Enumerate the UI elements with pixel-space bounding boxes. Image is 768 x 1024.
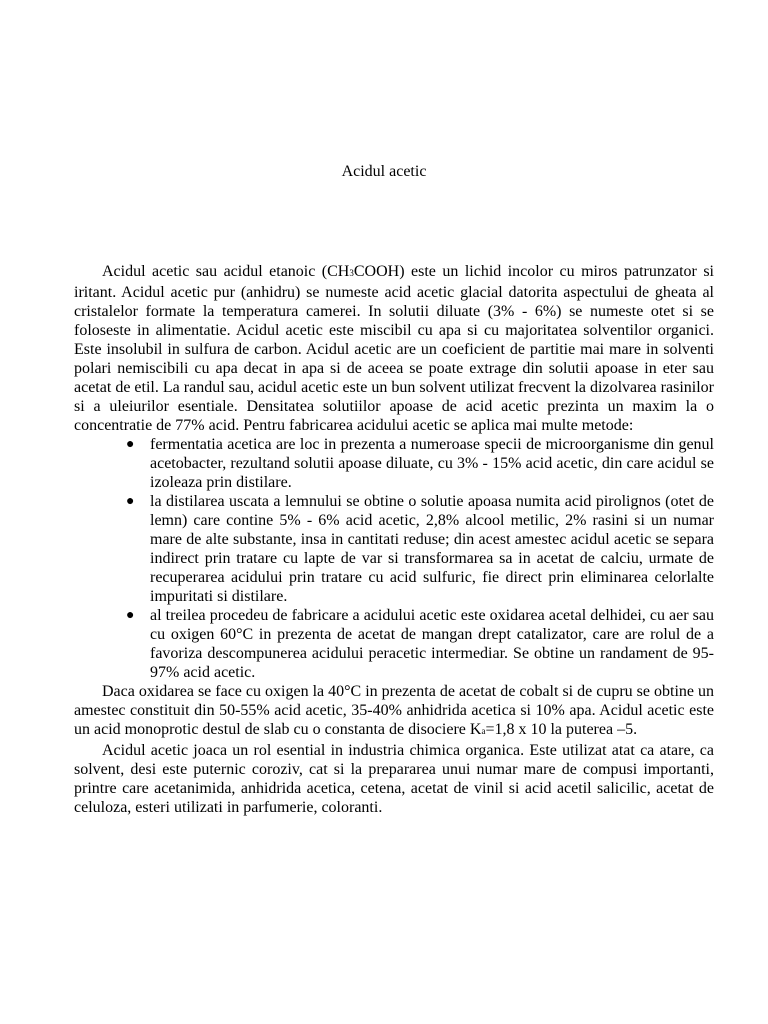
intro-text-after-formula: COOH) este un lichid incolor cu miros patrunzator si iritant. Acidul acetic pur (anhidru) se numeste acid acetic glacial datorita aspectului de gheata al cristalelor formate la temperatura camerei. In solutii diluate (3% - 6%) se numeste otet si se foloseste in alimentatie. Acidul acetic este miscibil cu apa si cu majoritatea solventilor organici. Este insolubil in sulfura de carbon. Acidul acetic are un coeficient de partitie mai mare in solventi polari nemiscibili cu apa decat in apa si de aceea se poate extrage din solutii apoase in eter sau acetat de etil. La randul sau, acidul acetic este un bun solvent utilizat frecvent la dizolvarea rasinilor si a uleiurilor esentiale. Densitatea solutiilor apoase de acid acetic prezinta un maxim la o concentratie de 77% acid. Pentru fabricarea acidului acetic se aplica mai multe metode: [74,263,715,434]
bullet-icon: ● [126,437,135,452]
intro-paragraph [74,262,714,435]
intro-text-before-formula: Acidul acetic sau acidul etanoic (CH [102,263,350,280]
method-text: la distilarea uscata a lemnului se obtine o solutie apoasa numita acid pirolignos (otet de lemn) care contine 5% - 6% acid acetic, 2,8% alcool metilic, 2% rasini si un numar mare de alte substante, insa in cantitati reduse; din acest amestec acidul acetic se separa indirect prin tratare cu lapte de var si transformarea sa in acetat de calciu, urmate de recuperarea acidului prin tratare cu acid sulfuric, fie direct prin eliminarea celorlalte impuritati si distilare. [150,493,714,605]
document-title: Acidul acetic [341,163,427,180]
list-item [74,492,714,606]
methods-list [74,435,714,682]
method-text: fermentatia acetica are loc in prezenta a numeroase specii de microorganisme din genul acetobacter, rezultand solutii apoase diluate, cu 3% - 15% acid acetic, din care acidul se izoleaza prin distilare. [150,436,714,491]
constant-subscript: a [481,726,486,736]
method-text: al treilea procedeu de fabricare a acidului acetic este oxidarea acetal delhidei, cu aer sau cu oxigen 60°C in prezenta de acetat de mangan drept catalizator, care are rolul de a favoriza descompunerea acidului peracetic intermediar. Se obtine un randament de 95-97% acid acetic. [150,607,714,681]
oxidation-text-after-k: =1,8 x 10 la puterea –5. [485,721,638,738]
bullet-icon: ● [126,494,135,509]
oxidation-text-before-k: Daca oxidarea se face cu oxigen la 40°C in prezenta de acetat de cobalt si de cupru se obtine un amestec constituit din 50-55% acid acetic, 35-40% anhidrida acetica si 10% apa. Acidul acetic este un acid monoprotic destul de slab cu o constanta de disociere K [74,683,714,738]
bullet-icon: ● [126,608,135,623]
formula-subscript: 3 [349,268,354,278]
list-item [74,606,714,682]
document-body [74,262,714,817]
list-item [74,435,714,492]
oxidation-paragraph [74,682,714,741]
uses-paragraph: Acidul acetic joaca un rol esential in industria chimica organica. Este utilizat atat ca atare, ca solvent, desi este puternic coroziv, cat si la prepararea unui numar mare de compusi importanti, printre care acetanimida, anhidrida acetica, cetena, acetat de vinil si acid acetil salicilic, acetat de celuloza, esteri utilizati in parfumerie, coloranti. [74,742,714,816]
